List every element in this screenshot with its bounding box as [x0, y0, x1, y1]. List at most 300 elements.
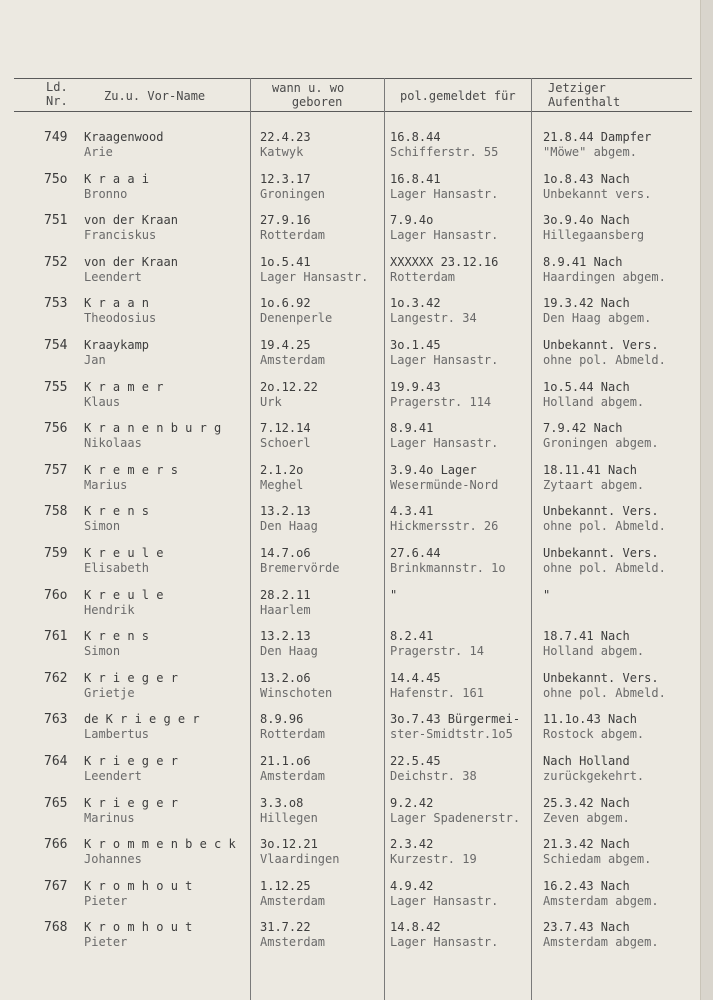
registration-cell-line: Rotterdam: [390, 269, 456, 284]
birth-cell-line: 13.2.o6: [260, 670, 311, 685]
name-cell: [84, 712, 200, 742]
name-cell-line: de K r i e g e r: [84, 712, 200, 727]
birth-cell-line: 28.2.11: [260, 587, 311, 602]
name-cell-line: Lambertus: [84, 727, 150, 742]
current-residence-cell-line: Zeven abgem.: [543, 810, 630, 825]
registration-cell-line: Lager Hansastr.: [390, 935, 499, 950]
row-number-line: 764: [44, 754, 68, 769]
current-residence-cell-line: Amsterdam abgem.: [543, 935, 659, 950]
registration-cell: [390, 380, 491, 410]
registration-cell-line: Schifferstr. 55: [390, 145, 499, 159]
table-row: [0, 629, 700, 670]
name-cell: [84, 546, 163, 576]
registration-cell-line: 8.9.41: [390, 421, 434, 436]
current-residence-cell-line: 19.3.42 Nach: [543, 296, 630, 311]
registration-cell-line: 14.8.42: [390, 920, 441, 935]
current-residence-cell-line: Unbekannt. Vers.: [543, 338, 659, 352]
name-cell-line: Marius: [84, 477, 128, 492]
current-residence-cell-line: 18.7.41 Nach: [543, 629, 630, 644]
registration-cell: [390, 255, 498, 285]
birth-cell-line: 31.7.22: [260, 920, 311, 935]
current-residence-cell-line: 8.9.41 Nach: [543, 254, 623, 269]
birth-cell: [260, 421, 311, 451]
birth-cell: [260, 130, 311, 160]
name-cell-line: K r a n e n b u r g: [84, 421, 222, 436]
table-row: [0, 796, 700, 837]
birth-cell-line: 22.4.23: [260, 130, 311, 144]
birth-cell: [260, 338, 325, 368]
registration-cell-line: 8.2.41: [390, 629, 434, 644]
birth-cell-line: Den Haag: [260, 644, 318, 659]
registration-cell: [390, 463, 498, 493]
table-row: [0, 463, 700, 504]
row-number: [44, 712, 67, 727]
registration-cell-line: 16.8.41: [390, 171, 441, 186]
registration-cell-line: 1o.3.42: [390, 296, 441, 311]
table-row: [0, 130, 700, 171]
birth-cell-line: Meghel: [260, 477, 304, 492]
current-residence-cell: [543, 920, 659, 950]
name-cell-line: Leendert: [84, 769, 142, 783]
birth-cell-line: 1o.5.41: [260, 254, 311, 269]
header-born: wann u. wo geboren: [272, 81, 345, 109]
name-cell: [84, 920, 192, 950]
registration-cell-line: Lager Spadenerstr.: [390, 810, 521, 825]
birth-cell: [260, 296, 332, 326]
name-cell-line: K r i e g e r: [84, 795, 178, 810]
registration-cell-line: 16.8.44: [390, 130, 441, 144]
registration-cell: [390, 172, 498, 202]
table-row: [0, 879, 700, 920]
birth-cell-line: 7.12.14: [260, 421, 311, 436]
registration-cell-line: 27.6.44: [390, 546, 441, 560]
name-cell-line: K r a a n: [84, 296, 150, 311]
name-cell-line: Arie: [84, 145, 113, 159]
current-residence-cell-line: 21.8.44 Dampfer: [543, 130, 652, 144]
birth-cell-line: 8.9.96: [260, 712, 304, 727]
name-cell: [84, 172, 149, 202]
current-residence-cell: [543, 421, 659, 451]
name-cell-line: Elisabeth: [84, 561, 150, 575]
birth-cell-line: 2o.12.22: [260, 379, 318, 394]
row-number-line: 757: [44, 462, 68, 478]
birth-cell-line: 1.12.25: [260, 878, 311, 893]
row-number: [44, 879, 67, 894]
current-residence-cell-line: Groningen abgem.: [543, 436, 659, 451]
row-number: [44, 213, 67, 228]
name-cell: [84, 463, 178, 493]
registration-cell: [390, 629, 484, 659]
current-residence-cell-line: 25.3.42 Nach: [543, 795, 630, 810]
current-residence-cell: [543, 754, 644, 784]
row-number: [44, 130, 67, 145]
name-cell-line: Theodosius: [84, 311, 157, 326]
registration-cell-line: Kurzestr. 19: [390, 852, 477, 867]
table-row: [0, 588, 700, 629]
birth-cell-line: Rotterdam: [260, 228, 326, 243]
current-residence-cell-line: 23.7.43 Nach: [543, 920, 630, 935]
registration-cell-line: Brinkmannstr. 1o: [390, 561, 506, 575]
birth-cell: [260, 380, 318, 410]
registration-cell-line: ": [390, 587, 398, 602]
registration-cell-line: Deichstr. 38: [390, 769, 477, 783]
row-number-line: 763: [44, 712, 68, 728]
name-cell-line: Nikolaas: [84, 436, 142, 451]
current-residence-cell-line: 1o.5.44 Nach: [543, 379, 630, 394]
registration-cell: [390, 920, 498, 950]
birth-cell-line: Katwyk: [260, 145, 304, 159]
name-cell-line: Marinus: [84, 810, 135, 825]
birth-cell: [260, 504, 318, 534]
current-residence-cell: [543, 671, 666, 701]
current-residence-cell: [543, 504, 666, 534]
row-number-line: 749: [44, 130, 68, 145]
birth-cell-line: Bremervörde: [260, 561, 340, 575]
row-number-line: 753: [44, 296, 68, 312]
row-number: [44, 504, 67, 519]
current-residence-cell: [543, 879, 659, 909]
registration-cell-line: Wesermünde-Nord: [390, 477, 499, 492]
birth-cell-line: 13.2.13: [260, 629, 311, 644]
row-number-line: 756: [44, 421, 68, 437]
row-number: [44, 920, 67, 935]
name-cell-line: K r e u l e: [84, 587, 164, 602]
row-number: [44, 172, 67, 187]
registration-cell: [390, 879, 498, 909]
current-residence-cell-line: 1o.8.43 Nach: [543, 171, 630, 186]
birth-cell-line: Rotterdam: [260, 727, 326, 742]
current-residence-cell: [543, 712, 644, 742]
name-cell-line: Kraagenwood: [84, 130, 164, 144]
name-cell: [84, 255, 178, 285]
name-cell-line: Klaus: [84, 394, 121, 409]
birth-cell-line: 19.4.25: [260, 338, 311, 352]
row-number-line: 759: [44, 546, 68, 561]
name-cell: [84, 213, 178, 243]
current-residence-cell: [543, 463, 644, 493]
registration-cell-line: Lager Hansastr.: [390, 228, 499, 243]
name-cell-line: K r o m h o u t: [84, 920, 193, 935]
name-cell-line: K r i e g e r: [84, 670, 178, 685]
current-residence-cell-line: Unbekannt vers.: [543, 186, 652, 201]
table-row: [0, 546, 700, 587]
header-current: Jetziger Aufenthalt: [548, 81, 621, 109]
birth-cell-line: Amsterdam: [260, 353, 326, 367]
current-residence-cell-line: Zytaart abgem.: [543, 477, 645, 492]
name-cell: [84, 879, 192, 909]
name-cell-line: Pieter: [84, 935, 128, 950]
name-cell-line: Johannes: [84, 852, 142, 867]
current-residence-cell-line: 11.1o.43 Nach: [543, 712, 637, 727]
registration-cell-line: Lager Hansastr.: [390, 436, 499, 451]
table-row: [0, 712, 700, 753]
birth-cell: [260, 172, 325, 202]
row-number-line: 755: [44, 379, 68, 395]
row-number: [44, 421, 67, 436]
registration-cell-line: 3o.1.45: [390, 338, 441, 352]
birth-cell: [260, 588, 311, 618]
row-number: [44, 255, 67, 270]
header-registered: pol.gemeldet für: [400, 89, 516, 103]
registration-cell-line: Hafenstr. 161: [390, 685, 484, 700]
table-row: [0, 671, 700, 712]
name-cell-line: K r e u l e: [84, 546, 164, 560]
birth-cell-line: 3o.12.21: [260, 837, 318, 852]
birth-cell-line: Amsterdam: [260, 893, 326, 908]
name-cell-line: K r o m m e n b e c k: [84, 837, 236, 852]
current-residence-cell-line: Hillegaansberg: [543, 228, 645, 243]
row-number-line: 76o: [44, 587, 68, 603]
name-cell: [84, 296, 156, 326]
registration-cell: [390, 588, 397, 618]
current-residence-cell-line: Rostock abgem.: [543, 727, 645, 742]
row-number-line: 754: [44, 338, 68, 353]
registration-cell-line: 4.3.41: [390, 504, 434, 519]
birth-cell-line: Amsterdam: [260, 769, 326, 783]
current-residence-cell-line: ohne pol. Abmeld.: [543, 353, 666, 367]
row-number-line: 762: [44, 670, 68, 686]
registration-cell-line: 2.3.42: [390, 837, 434, 852]
current-residence-cell-line: ": [543, 587, 551, 602]
name-cell: [84, 796, 178, 826]
current-residence-cell: [543, 130, 651, 160]
current-residence-cell-line: zurückgekehrt.: [543, 769, 645, 783]
header-nr: Ld. Nr.: [46, 80, 68, 108]
registration-cell: [390, 296, 477, 326]
current-residence-cell-line: "Möwe" abgem.: [543, 145, 637, 159]
name-cell: [84, 380, 163, 410]
registration-cell-line: 9.2.42: [390, 795, 434, 810]
header-top-rule: [14, 78, 692, 79]
birth-cell-line: Groningen: [260, 186, 326, 201]
birth-cell-line: Urk: [260, 394, 282, 409]
name-cell: [84, 837, 236, 867]
name-cell-line: K r a m e r: [84, 379, 164, 394]
current-residence-cell-line: Unbekannt. Vers.: [543, 670, 659, 685]
registration-cell-line: Lager Hansastr.: [390, 186, 499, 201]
table-row: [0, 213, 700, 254]
birth-cell: [260, 879, 325, 909]
registration-cell-line: 19.9.43: [390, 379, 441, 394]
birth-cell-line: 12.3.17: [260, 171, 311, 186]
registration-cell-line: Langestr. 34: [390, 311, 477, 326]
registration-cell: [390, 754, 477, 784]
row-number-line: 768: [44, 920, 68, 936]
table-row: [0, 296, 700, 337]
registration-cell: [390, 213, 498, 243]
registration-cell: [390, 338, 498, 368]
name-cell: [84, 754, 178, 784]
table-row: [0, 837, 700, 878]
current-residence-cell-line: ohne pol. Abmeld.: [543, 685, 666, 700]
birth-cell: [260, 837, 339, 867]
registration-cell-line: [390, 603, 397, 618]
row-number-line: 75o: [44, 171, 68, 187]
birth-cell-line: 21.1.o6: [260, 754, 311, 768]
row-number: [44, 380, 67, 395]
row-number-line: 767: [44, 878, 68, 894]
header-bottom-rule: [14, 111, 692, 112]
row-number: [44, 796, 67, 811]
registration-cell-line: Hickmersstr. 26: [390, 519, 499, 534]
name-cell-line: K r a a i: [84, 171, 150, 186]
birth-cell-line: Den Haag: [260, 519, 318, 534]
registration-cell-line: XXXXXX 23.12.16: [390, 254, 499, 269]
birth-cell: [260, 920, 325, 950]
birth-cell-line: Amsterdam: [260, 935, 326, 950]
current-residence-cell-line: Unbekannt. Vers.: [543, 546, 659, 560]
registration-cell-line: Pragerstr. 14: [390, 644, 484, 659]
birth-cell-line: Denenperle: [260, 311, 333, 326]
name-cell-line: Simon: [84, 644, 121, 659]
current-residence-cell-line: 16.2.43 Nach: [543, 878, 630, 893]
birth-cell: [260, 463, 303, 493]
current-residence-cell-line: Holland abgem.: [543, 644, 645, 659]
birth-cell-line: Vlaardingen: [260, 852, 340, 867]
current-residence-cell-line: Haardingen abgem.: [543, 269, 666, 284]
registration-cell-line: 3.9.4o Lager: [390, 462, 477, 477]
registration-cell-line: 3o.7.43 Bürgermei-: [390, 712, 521, 727]
registration-cell: [390, 671, 484, 701]
birth-cell-line: Haarlem: [260, 602, 311, 617]
current-residence-cell: [543, 546, 666, 576]
current-residence-cell-line: Unbekannt. Vers.: [543, 504, 659, 519]
current-residence-cell-line: 7.9.42 Nach: [543, 421, 623, 436]
row-number-line: 766: [44, 837, 68, 853]
registration-cell: [390, 421, 498, 451]
birth-cell-line: Hillegen: [260, 810, 318, 825]
row-number: [44, 296, 67, 311]
row-number: [44, 588, 67, 603]
registration-cell: [390, 504, 498, 534]
row-number: [44, 671, 67, 686]
current-residence-cell-line: 18.11.41 Nach: [543, 462, 637, 477]
current-residence-cell-line: Den Haag abgem.: [543, 311, 652, 326]
registration-cell-line: Lager Hansastr.: [390, 353, 499, 367]
current-residence-cell-line: 3o.9.4o Nach: [543, 213, 630, 228]
name-cell-line: K r e n s: [84, 504, 150, 519]
name-cell-line: Grietje: [84, 685, 135, 700]
current-residence-cell: [543, 255, 666, 285]
birth-cell-line: 2.1.2o: [260, 462, 304, 477]
name-cell: [84, 629, 149, 659]
table-row: [0, 380, 700, 421]
registration-cell-line: ster-Smidtstr.1o5: [390, 727, 513, 742]
registration-cell: [390, 130, 498, 160]
name-cell: [84, 588, 163, 618]
current-residence-cell: [543, 837, 651, 867]
row-number: [44, 837, 67, 852]
table-row: [0, 754, 700, 795]
row-number-line: 765: [44, 795, 68, 811]
name-cell-line: von der Kraan: [84, 254, 178, 269]
name-cell-line: Kraaykamp: [84, 338, 150, 352]
row-number: [44, 546, 67, 561]
birth-cell: [260, 629, 318, 659]
name-cell: [84, 338, 149, 368]
name-cell-line: Leendert: [84, 269, 142, 284]
name-cell-line: Jan: [84, 353, 106, 367]
name-cell-line: Franciskus: [84, 228, 157, 243]
current-residence-cell-line: ohne pol. Abmeld.: [543, 561, 666, 575]
current-residence-cell: [543, 296, 651, 326]
name-cell-line: K r i e g e r: [84, 754, 178, 768]
current-residence-cell: [543, 796, 630, 826]
current-residence-cell: [543, 588, 550, 618]
table-row: [0, 255, 700, 296]
name-cell: [84, 130, 163, 160]
name-cell-line: Bronno: [84, 186, 128, 201]
birth-cell: [260, 546, 339, 576]
registration-cell-line: 22.5.45: [390, 754, 441, 768]
name-cell-line: K r e m e r s: [84, 462, 178, 477]
registration-cell-line: 14.4.45: [390, 670, 441, 685]
birth-cell: [260, 671, 332, 701]
registration-cell-line: Pragerstr. 114: [390, 394, 492, 409]
registration-cell-line: Lager Hansastr.: [390, 893, 499, 908]
registration-cell-line: 7.9.4o: [390, 213, 434, 228]
table-row: [0, 172, 700, 213]
registration-cell: [390, 796, 520, 826]
birth-cell-line: Schoerl: [260, 436, 311, 451]
row-number-line: 758: [44, 504, 68, 520]
name-cell-line: K r o m h o u t: [84, 878, 193, 893]
registration-cell: [390, 837, 477, 867]
header-name: Zu.u. Vor-Name: [104, 89, 206, 103]
registration-cell: [390, 712, 520, 742]
birth-cell: [260, 754, 325, 784]
birth-cell-line: 14.7.o6: [260, 546, 311, 560]
birth-cell-line: Winschoten: [260, 685, 333, 700]
current-residence-cell-line: ohne pol. Abmeld.: [543, 519, 666, 534]
row-number-line: 752: [44, 254, 68, 270]
row-number: [44, 629, 67, 644]
birth-cell-line: 13.2.13: [260, 504, 311, 519]
table-row: [0, 920, 700, 961]
current-residence-cell-line: Schiedam abgem.: [543, 852, 652, 867]
registration-cell-line: 4.9.42: [390, 878, 434, 893]
current-residence-cell-line: Nach Holland: [543, 754, 630, 768]
birth-cell-line: Lager Hansastr.: [260, 269, 369, 284]
name-cell-line: von der Kraan: [84, 213, 178, 228]
table-row: [0, 338, 700, 379]
name-cell-line: K r e n s: [84, 629, 150, 644]
row-number: [44, 338, 67, 353]
current-residence-cell-line: Holland abgem.: [543, 394, 645, 409]
current-residence-cell: [543, 629, 644, 659]
name-cell-line: Pieter: [84, 893, 128, 908]
birth-cell-line: 3.3.o8: [260, 795, 304, 810]
current-residence-cell: [543, 172, 651, 202]
birth-cell: [260, 255, 368, 285]
table-row: [0, 421, 700, 462]
row-number-line: 751: [44, 213, 68, 229]
birth-cell: [260, 796, 318, 826]
birth-cell-line: 27.9.16: [260, 213, 311, 228]
current-residence-cell-line: 21.3.42 Nach: [543, 837, 630, 852]
row-number-line: 761: [44, 629, 68, 645]
table-row: [0, 504, 700, 545]
current-residence-cell: [543, 380, 644, 410]
registration-cell: [390, 546, 506, 576]
birth-cell-line: 1o.6.92: [260, 296, 311, 311]
name-cell-line: Hendrik: [84, 602, 135, 617]
current-residence-cell-line: Amsterdam abgem.: [543, 893, 659, 908]
row-number: [44, 754, 67, 769]
name-cell: [84, 421, 221, 451]
current-residence-cell-line: [543, 603, 550, 618]
current-residence-cell: [543, 338, 666, 368]
